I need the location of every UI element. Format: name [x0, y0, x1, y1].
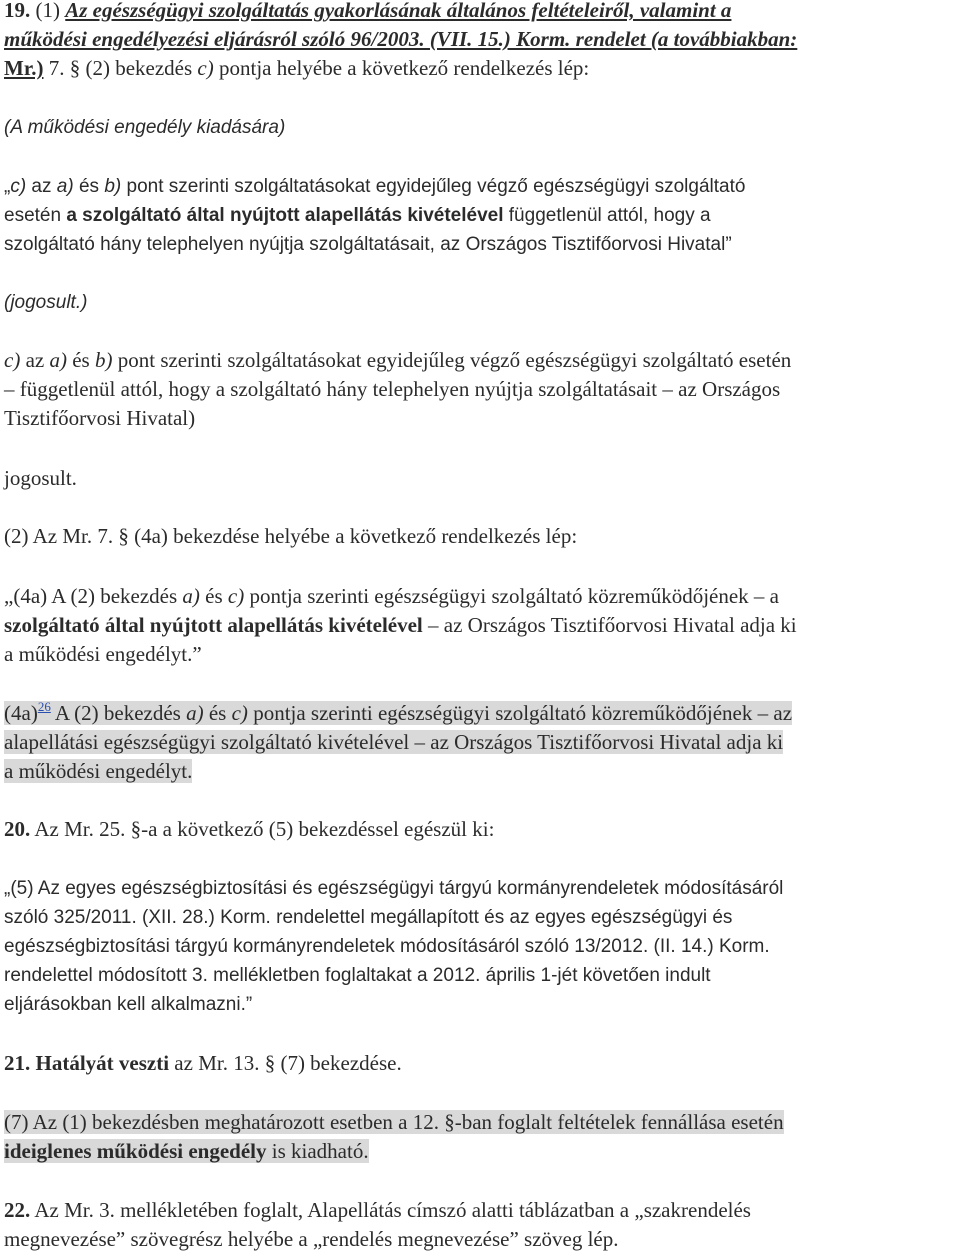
section-number: 21.: [4, 1051, 31, 1075]
amendment-intro: (A működési engedély kiadására): [4, 117, 286, 138]
section-19-heading: 19. (1) Az egészségügyi szolgáltatás gyakorlásának általános feltételeiről, valamint a működési engedélyezési eljárásról szóló 96/2003. (VII. 15.) Korm. rendelet (a továbbiakban: Mr.) 7. § (2) bekezdés c) pontja helyébe a következő rendelkezés lép:: [4, 0, 798, 80]
old-provision-4a: (4a)$^{26}$ A (2) bekezdés a) és c) pontja szerinti egészségügyi szolgáltató közreműködőjének – az alapellátási egészségügyi szolgáltató kivételével – az Országos Tisztifőorvosi Hivatal adja ki a működési engedélyt.: [4, 699, 793, 783]
section-number: 22.: [4, 1198, 31, 1222]
section-20-heading: 20. Az Mr. 25. §-a a következő (5) bekezdéssel egészül ki:: [4, 817, 495, 841]
footnote-link[interactable]: 26: [37, 699, 51, 714]
paragraph-2: (2) Az Mr. 7. § (4a) bekezdése helyébe a következő rendelkezés lép:: [4, 524, 578, 548]
repealed-provision-7: (7) Az (1) bekezdésben meghatározott esetben a 12. §-ban foglalt feltételek fennállása esetén ideiglenes működési engedély is kiadható.: [4, 1110, 784, 1163]
regulation-title: Az egészségügyi szolgáltatás gyakorlásának általános feltételeiről, valamint a: [65, 0, 732, 22]
old-provision-c: c) az a) és b) pont szerinti szolgáltatásokat egyidejűleg végző egészségügyi szolgáltató esetén – függetlenül attól, hogy a szolgáltató hány telephelyen nyújtja szolgáltatásait – az Országos Tisztifőorvosi Hivatal): [4, 348, 792, 430]
new-provision-c: „c) az a) és b) pont szerinti szolgáltatásokat egyidejűleg végző egészségügyi szolgáltató esetén a szolgáltató által nyújtott alapellátás kivételével függetlenül attól, hogy a szolgáltató hány telephelyen nyújtja szolgáltatásait, az Országos Tisztifőorvosi Hivatal”: [4, 176, 746, 255]
old-end-text: jogosult.: [4, 466, 77, 490]
closing-text: (jogosult.): [4, 292, 88, 313]
new-provision-5: „(5) Az egyes egészségbiztosítási és egészségügyi tárgyú kormányrendeletek módosításáról szóló 325/2011. (XII. 28.) Korm. rendelettel megállapított és az egyes egészségügyi és egészségbiztosítási tárgyú kormányrendeletek módosításáról szóló 13/2012. (II. 14.) Korm. rendelettel módosított 3. mellékletben foglaltakat a 2012. április 1-jét követően indult eljárásokban kell alkalmazni.”: [4, 878, 784, 1015]
section-number: 20.: [4, 817, 31, 841]
new-provision-4a: „(4a) A (2) bekezdés a) és c) pontja szerinti egészségügyi szolgáltató közreműködőjének – a szolgáltató által nyújtott alapellátás kivételével – az Országos Tisztifőorvosi Hivatal adja ki a működési engedélyt.”: [4, 584, 797, 666]
section-21-heading: 21. Hatályát veszti az Mr. 13. § (7) bekezdése.: [4, 1051, 402, 1075]
section-number: 19.: [4, 0, 31, 22]
section-22: 22. Az Mr. 3. mellékletében foglalt, Alapellátás címszó alatti táblázatban a „szakrendelés megnevezése” szövegrész helyébe a „rendelés megnevezése” szöveg lép.: [4, 1198, 751, 1251]
